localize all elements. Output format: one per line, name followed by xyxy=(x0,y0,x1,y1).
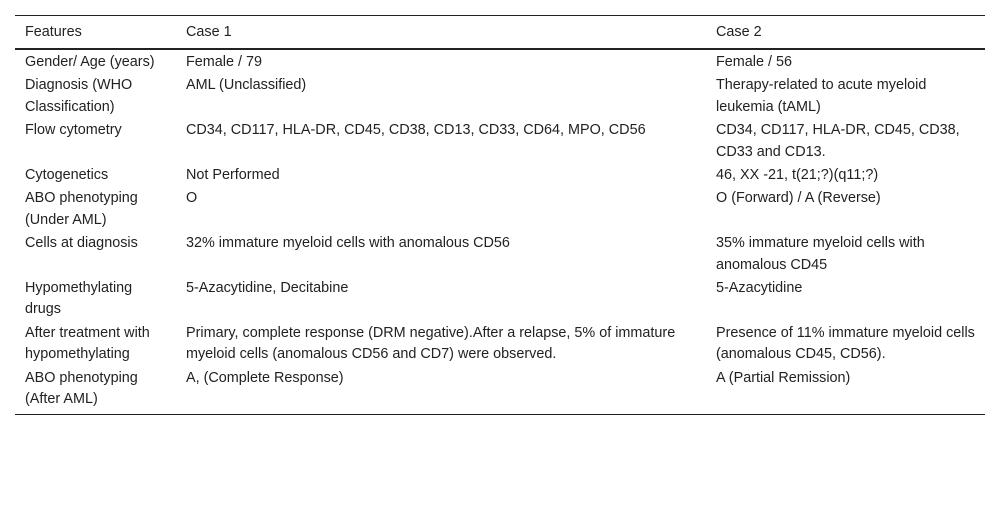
table-row xyxy=(15,49,985,74)
case-1-cell: O xyxy=(186,190,198,207)
feature-cell: Hypomethylating drugs xyxy=(25,280,133,318)
case-2-cell: 5-Azacytidine xyxy=(716,280,803,297)
case-1-cell: CD34, CD117, HLA-DR, CD45, CD38, CD13, CD33, CD64, MPO, CD56 xyxy=(186,122,646,139)
header-case-1: Case 1 xyxy=(186,24,232,40)
header-features: Features xyxy=(25,24,82,40)
table-row xyxy=(15,322,985,367)
comparison-table-container xyxy=(15,15,985,415)
feature-cell: Gender/ Age (years) xyxy=(25,54,155,70)
feature-cell: Cytogenetics xyxy=(25,167,109,184)
header-row xyxy=(15,16,985,50)
table-header xyxy=(15,16,985,50)
table-row xyxy=(15,367,985,414)
header-case-2: Case 2 xyxy=(716,24,762,40)
table-row xyxy=(15,232,985,277)
table-row xyxy=(15,164,985,187)
case-1-cell: 32% immature myeloid cells with anomalous CD56 xyxy=(186,235,510,252)
comparison-table xyxy=(15,15,985,415)
feature-cell: Flow cytometry xyxy=(25,122,122,139)
feature-cell: Cells at diagnosis xyxy=(25,235,138,252)
feature-cell: After treatment with hypomethylating xyxy=(25,324,150,363)
table-row xyxy=(15,187,985,232)
table-body xyxy=(15,49,985,414)
table-row xyxy=(15,119,985,164)
case-1-cell: 5-Azacytidine, Decitabine xyxy=(186,280,349,297)
feature-cell: ABO phenotyping (Under AML) xyxy=(25,190,138,228)
case-2-cell: A (Partial Remission) xyxy=(716,369,851,386)
case-2-cell: CD34, CD117, HLA-DR, CD45, CD38, CD33 and CD13. xyxy=(716,122,960,160)
case-1-cell: Not Performed xyxy=(186,167,280,184)
case-2-cell: 35% immature myeloid cells with anomalous CD45 xyxy=(716,235,925,273)
table-row xyxy=(15,277,985,322)
feature-cell: ABO phenotyping (After AML) xyxy=(25,369,138,408)
case-2-cell: 46, XX -21, t(21;?)(q11;?) xyxy=(716,167,879,184)
case-1-cell: Primary, complete response (DRM negative).After a relapse, 5% of immature myeloid cells (anomalous CD56 and CD7) were observed. xyxy=(186,324,676,363)
case-1-cell: Female / 79 xyxy=(186,54,262,70)
case-2-cell: Presence of 11% immature myeloid cells (anomalous CD45, CD56). xyxy=(716,324,975,363)
case-1-cell: AML (Unclassified) xyxy=(186,77,307,94)
case-2-cell: O (Forward) / A (Reverse) xyxy=(716,190,881,207)
case-2-cell: Therapy-related to acute myeloid leukemia (tAML) xyxy=(716,77,927,115)
case-1-cell: A, (Complete Response) xyxy=(186,369,344,386)
case-2-cell: Female / 56 xyxy=(716,54,792,70)
table-row xyxy=(15,74,985,119)
feature-cell: Diagnosis (WHO Classification) xyxy=(25,77,133,115)
